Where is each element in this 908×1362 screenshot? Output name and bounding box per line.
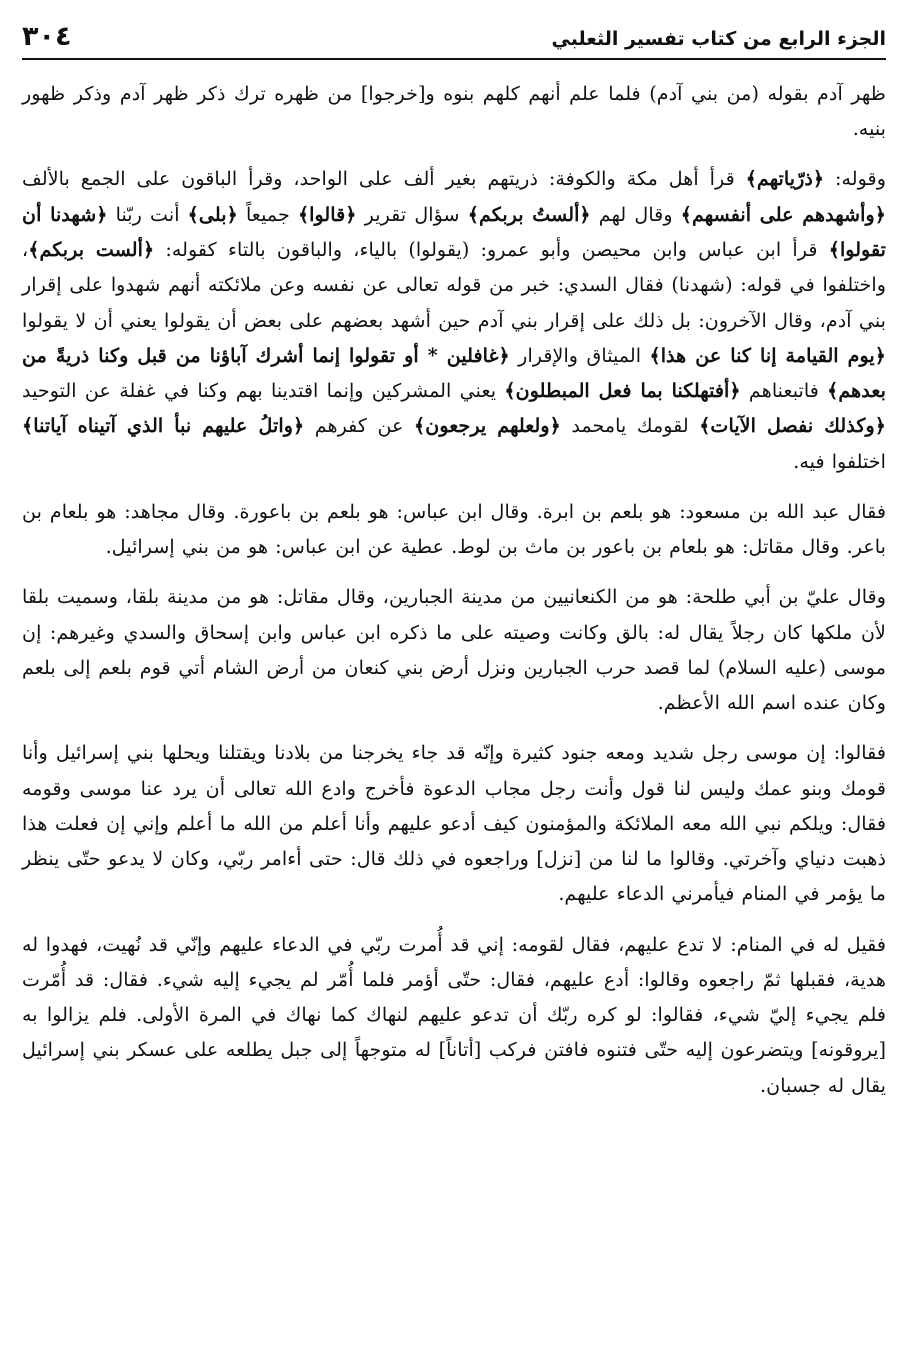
running-title: الجزء الرابع من كتاب تفسير الثعلبي: [551, 28, 886, 50]
text-segment: قرأ ابن عباس وابن محيصن وأبو عمرو: (يقولوا) بالياء، والباقون بالتاء كقوله:: [154, 237, 829, 261]
text-segment: فقال عبد الله بن مسعود: هو بلعم بن ابرة. وقال ابن عباس: هو بلعم بن باعورة. وقال مجاهد: هو بلعام بن باعر. وقال مقاتل: هو بلعام بن باعور بن ماث بن لوط. عطية عن ابن عباس: هو من بني إسرائيل.: [22, 499, 886, 559]
text-segment: وقال عليّ بن أبي طلحة: هو من الكنعانيين من مدينة الجبارين، وقال مقاتل: هو من مدينة بلقا، وسميت بلقا لأن ملكها كان رجلاً يقال له: بالق وكانت وصيته على ما ذكره ابن عباس وابن إسحاق والسدي وغيرهم: إن موسى (عليه السلام) لما قصد حرب الجبارين ونزل أرض بني كنعان من أرض الشام أتي قوم بلعم إلى بلعم وكان عنده اسم الله الأعظم.: [22, 585, 886, 715]
paragraph: [22, 927, 886, 1103]
quran-quote: ﴿وكذلك نفصل الآيات﴾: [699, 414, 886, 438]
body-text: [22, 76, 886, 1103]
quran-quote: ﴿يوم القيامة إنا كنا عن هذا﴾: [649, 343, 887, 367]
quran-quote: ﴿ولعلهم يرجعون﴾: [413, 414, 561, 438]
page-header: [22, 14, 886, 60]
quran-quote: ﴿غافلين * أو تقولوا إنما أشرك آباؤنا من قبل وكنا ذريةً من بعدهم﴾: [22, 343, 886, 403]
text-segment: ظهر آدم بقوله (من بني آدم) فلما علم أنهم كلهم بنوه و[خرجوا] من ظهره ترك ذكر ظهر آدم وذكر ظهور بنيه.: [22, 82, 886, 141]
text-segment: فاتبعناهم: [740, 379, 828, 403]
quran-quote: ﴿بلى﴾: [187, 202, 238, 226]
text-segment: فقيل له في المنام: لا تدع عليهم، فقال لقومه: إني قد أُمرت ربّي في الدعاء عليهم وإنّي قد نُهيت، فهدوا له هدية، فقبلها ثمّ راجعوه وقالوا: أدع عليهم، فقال: حتّى أؤمر فلما أُمّر لم يجيء إليه شيء. فقال: قد أُمّرت فلم يجيء إليّ شيء، فقالوا: لو كره ربّك أن تدعو عليهم لنهاك كما نهاك في المرة الأولى. فلم يزالوا به [يروقونه] ويتضرعون إليه حتّى فتنوه فافتن فركب [أتاناً] له متوجهاً إلى جبل يطلعه على عسكر بني إسرائيل يقال له جسبان.: [22, 932, 886, 1097]
text-segment: عن كفرهم: [304, 414, 414, 438]
quran-quote: ﴿أفتهلكنا بما فعل المبطلون﴾: [504, 379, 741, 403]
paragraph: [22, 579, 886, 720]
quran-quote: ﴿واتلُ عليهم نبأ الذي آتيناه آياتنا﴾: [22, 414, 305, 438]
text-segment: اختلفوا فيه.: [793, 449, 886, 473]
text-segment: قرأ أهل مكة والكوفة: ذريتهم بغير ألف على الواحد، وقرأ الباقون على الجمع بالألف: [22, 167, 746, 191]
text-segment: الميثاق والإقرار: [509, 343, 650, 367]
paragraph: [22, 735, 886, 911]
text-segment: وقال لهم: [590, 202, 681, 226]
text-segment: لقومك يامحمد: [560, 414, 700, 438]
quran-quote: ﴿ألستُ بربكم﴾: [467, 202, 591, 226]
quran-quote: ﴿قالوا﴾: [297, 202, 357, 226]
text-segment: يعني المشركين وإنما اقتدينا بهم وكنا في غفلة عن التوحيد: [22, 379, 505, 403]
text-segment: أنت ربّنا: [107, 202, 188, 226]
book-page: [22, 14, 886, 1354]
text-segment: وقوله:: [824, 167, 886, 191]
paragraph: [22, 494, 886, 565]
quran-quote: ﴿شهدنا أن تقولوا﴾: [22, 202, 886, 261]
text-segment: جميعاً: [237, 202, 298, 226]
paragraph: [22, 161, 886, 479]
quran-quote: ﴿ألست بربكم﴾: [28, 237, 155, 261]
text-segment: فقالوا: إن موسى رجل شديد ومعه جنود كثيرة وإنّه قد جاء يخرجنا من بلادنا ويقتلنا ويحلها بني إسرائيل وأنا قومك وبنو عمك وليس لنا قول وأنت رجل مجاب الدعوة فأخرج وادع الله تعالى أن يرد عنا موسى وقومه فقال: ويلكم نبي الله معه الملائكة والمؤمنون كيف أدعو عليهم وأنا أعلم من الله ما أعلم وإني إن فعلت هذا ذهبت دنياي وآخرتي. وقالوا ما لنا من [نزل] وراجعوه في ذلك قال: حتى أءامر ربّي، وكان لا يدعو حتّى ينظر ما يؤمر في المنام فيأمرني الدعاء عليهم.: [22, 741, 886, 906]
text-segment: سؤال تقرير: [356, 202, 468, 226]
quran-quote: ﴿وأشهدهم على أنفسهم﴾: [680, 202, 887, 226]
text-segment: ، واختلفوا في قوله: (شهدنا) فقال السدي: خبر من قوله تعالى عن نفسه وعن ملائكته أنهم شهدوا على إقرار بني آدم، وقال الآخرون: بل ذلك على إقرار بني آدم حين أشهد بعضهم على بعض أن يقولوا يعني أن لا يقولوا: [22, 237, 886, 332]
paragraph: [22, 76, 886, 147]
quran-quote: ﴿ذرّياتهم﴾: [745, 167, 825, 191]
page-number: ٣٠٤: [22, 21, 72, 52]
